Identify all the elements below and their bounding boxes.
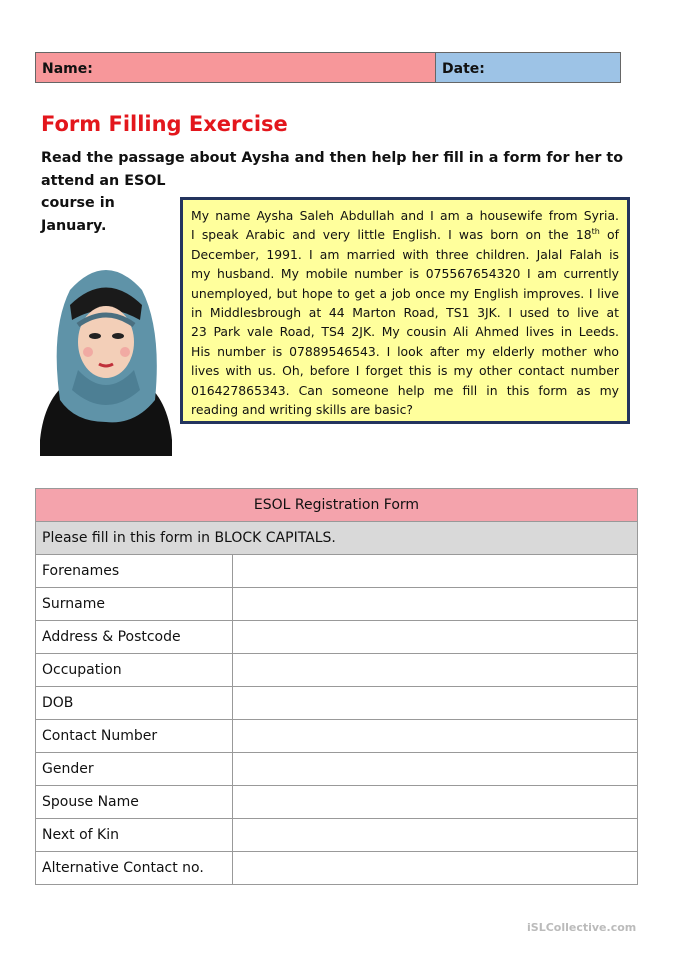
field-label: Alternative Contact no. bbox=[36, 852, 233, 885]
field-input[interactable] bbox=[233, 555, 638, 588]
field-label: Surname bbox=[36, 588, 233, 621]
form-row bbox=[36, 819, 638, 852]
passage-line: reading and writing skills are basic? bbox=[191, 402, 413, 418]
passage-text: of bbox=[599, 227, 619, 243]
passage-line: My name Aysha Saleh Abdullah and I am a housewife from Syria. bbox=[191, 208, 619, 223]
form-row bbox=[36, 687, 638, 720]
passage-line: in Middlesbrough at 44 Marton Road, TS1 3JK. I used to live at bbox=[191, 305, 619, 321]
passage-line: unemployed, but hope to get a job once my English improves. I live bbox=[191, 285, 619, 301]
field-input[interactable] bbox=[233, 720, 638, 753]
field-label: Gender bbox=[36, 753, 233, 786]
passage-line bbox=[191, 225, 619, 244]
form-row bbox=[36, 654, 638, 687]
field-label: Occupation bbox=[36, 654, 233, 687]
field-input[interactable] bbox=[233, 786, 638, 819]
form-row bbox=[36, 588, 638, 621]
field-label: Spouse Name bbox=[36, 786, 233, 819]
passage-line: December, 1991. I am married with three children. Jalal Falah is bbox=[191, 246, 619, 262]
field-input[interactable] bbox=[233, 621, 638, 654]
passage-box bbox=[180, 197, 630, 424]
woman-hijab-illustration bbox=[40, 250, 172, 456]
field-label: Contact Number bbox=[36, 720, 233, 753]
field-input[interactable] bbox=[233, 687, 638, 720]
page-title: Form Filling Exercise bbox=[41, 112, 288, 136]
instruction-line: January. bbox=[41, 217, 107, 234]
form-row bbox=[36, 852, 638, 885]
passage-text: I speak Arabic and very little English. I was born on the 18 bbox=[191, 227, 592, 243]
date-field[interactable]: Date: bbox=[436, 53, 620, 82]
field-input[interactable] bbox=[233, 819, 638, 852]
form-title: ESOL Registration Form bbox=[36, 489, 638, 522]
passage-line: 23 Park vale Road, TS4 2JK. My cousin Ali Ahmed lives in Leeds. bbox=[191, 324, 619, 340]
field-input[interactable] bbox=[233, 852, 638, 885]
field-input[interactable] bbox=[233, 588, 638, 621]
field-input[interactable] bbox=[233, 753, 638, 786]
registration-form bbox=[35, 488, 638, 885]
form-row bbox=[36, 621, 638, 654]
field-input[interactable] bbox=[233, 654, 638, 687]
passage-line: 016427865343. Can someone help me fill in this form as my bbox=[191, 382, 619, 398]
passage-line: my husband. My mobile number is 075567654320 I am currently bbox=[191, 266, 619, 282]
name-date-bar bbox=[35, 52, 621, 83]
name-field[interactable]: Name: bbox=[36, 53, 436, 82]
instruction-line: attend an ESOL bbox=[41, 172, 166, 189]
field-label: Forenames bbox=[36, 555, 233, 588]
instruction-line: Read the passage about Aysha and then help her fill in a form for her to bbox=[41, 150, 624, 166]
instruction-line: course in bbox=[41, 195, 115, 211]
form-row bbox=[36, 555, 638, 588]
field-label: Next of Kin bbox=[36, 819, 233, 852]
passage-line: lives with us. Oh, before I forget this is my other contact number bbox=[191, 363, 619, 379]
form-row bbox=[36, 720, 638, 753]
form-instruction: Please fill in this form in BLOCK CAPITALS. bbox=[36, 522, 638, 555]
passage-line: His number is 07889546543. I look after my elderly mother who bbox=[191, 343, 619, 359]
form-row bbox=[36, 786, 638, 819]
superscript: th bbox=[591, 227, 600, 237]
watermark: iSLCollective.com bbox=[527, 921, 637, 934]
form-row bbox=[36, 753, 638, 786]
field-label: DOB bbox=[36, 687, 233, 720]
field-label: Address & Postcode bbox=[36, 621, 233, 654]
